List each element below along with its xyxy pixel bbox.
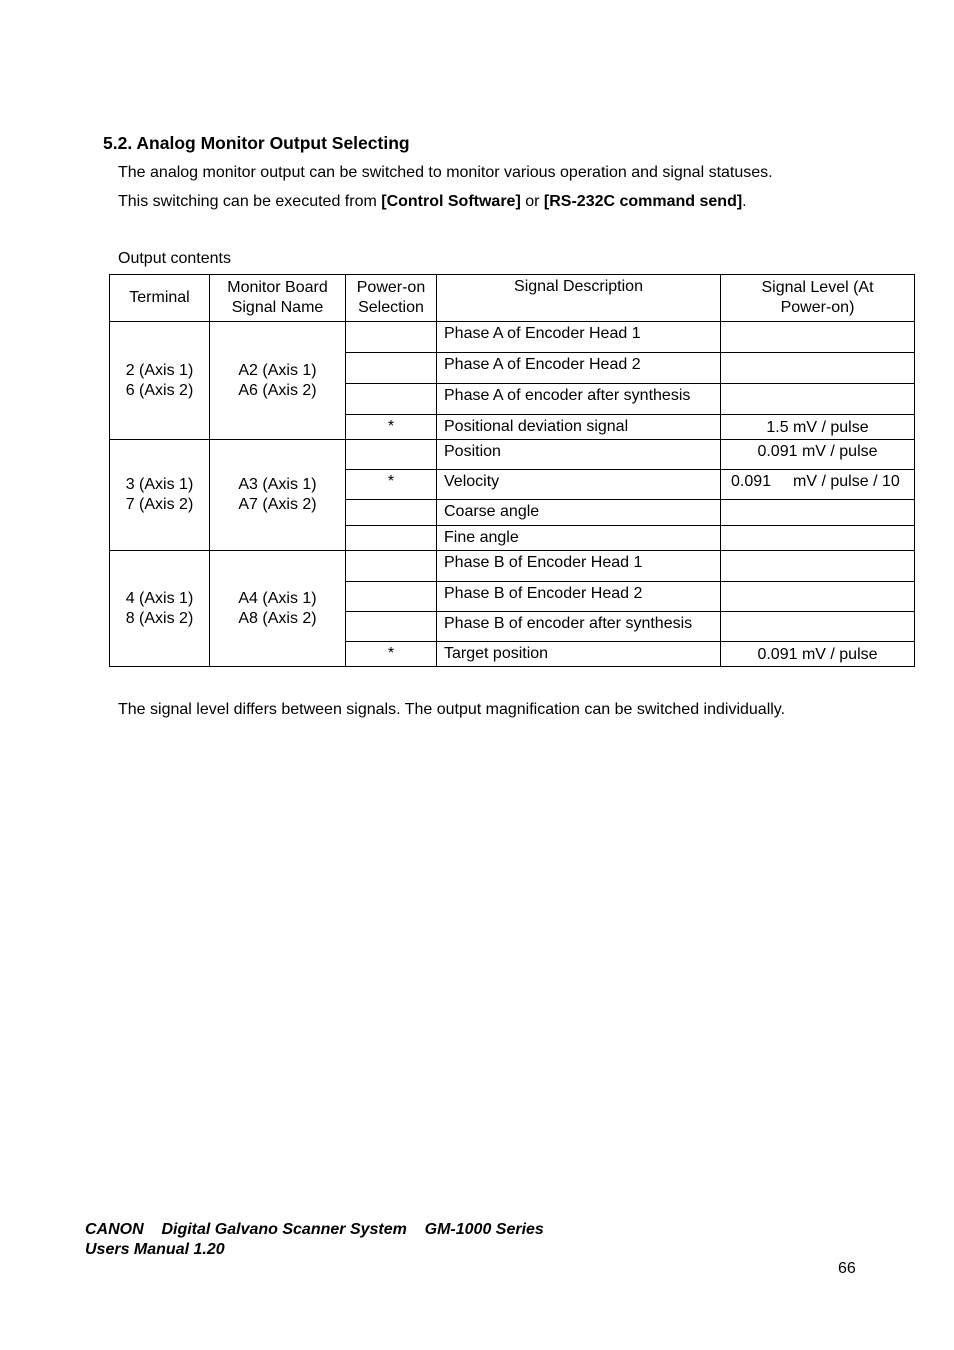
signal-axis1: A2 (Axis 1) <box>238 361 317 379</box>
description-cell: Position <box>437 440 721 470</box>
level-cell <box>721 384 915 415</box>
footer-manual-version: Users Manual 1.20 <box>85 1241 225 1258</box>
header-power-on-selection <box>346 275 437 322</box>
table-row <box>110 551 915 582</box>
selection-cell: * <box>346 415 437 440</box>
terminal-axis1: 4 (Axis 1) <box>125 589 194 607</box>
switching-text-prefix: This switching can be executed from <box>118 193 382 210</box>
header-selection-line1: Power-on <box>356 279 426 296</box>
level-cell <box>721 612 915 642</box>
selection-cell <box>346 384 437 415</box>
signal-axis2: A8 (Axis 2) <box>238 609 317 627</box>
header-signal-name <box>210 275 346 322</box>
signal-axis2: A6 (Axis 2) <box>238 381 317 399</box>
selection-cell: * <box>346 642 437 667</box>
selection-cell: * <box>346 470 437 500</box>
terminal-axis1: 3 (Axis 1) <box>125 476 194 493</box>
header-signal-name-line1: Monitor Board <box>227 279 328 296</box>
signal-level-note: The signal level differs between signals. The output magnification can be switched individually. <box>118 701 786 718</box>
rs232c-command-label: [RS-232C command send] <box>543 193 743 210</box>
signal-axis1: A3 (Axis 1) <box>238 476 317 493</box>
header-signal-name-line2: Signal Name <box>231 299 324 316</box>
description-cell: Phase B of Encoder Head 2 <box>437 582 721 612</box>
level-cell <box>721 322 915 353</box>
description-cell: Phase A of Encoder Head 2 <box>437 353 721 384</box>
header-level-line1: Signal Level (At <box>761 279 874 296</box>
description-cell: Coarse angle <box>437 500 721 526</box>
level-cell: 0.091 mV / pulse <box>721 642 915 667</box>
control-software-label: [Control Software] <box>381 193 521 210</box>
terminal-cell <box>110 551 210 667</box>
level-cell <box>721 582 915 612</box>
signal-axis1: A4 (Axis 1) <box>238 589 317 607</box>
level-cell: 0.091 mV / pulse <box>721 440 915 470</box>
description-cell: Positional deviation signal <box>437 415 721 440</box>
level-cell <box>721 470 915 500</box>
selection-cell <box>346 612 437 642</box>
level-cell <box>721 551 915 582</box>
velocity-level-value: 0.091 <box>731 473 772 490</box>
level-cell <box>721 353 915 384</box>
description-cell: Phase B of encoder after synthesis <box>437 612 721 642</box>
header-terminal: Terminal <box>110 275 210 322</box>
footer-product-line: CANON Digital Galvano Scanner System GM-1000 Series <box>85 1221 544 1238</box>
section-heading: 5.2. Analog Monitor Output Selecting <box>103 133 410 153</box>
selection-cell <box>346 322 437 353</box>
description-cell: Phase B of Encoder Head 1 <box>437 551 721 582</box>
page-footer <box>85 1220 544 1260</box>
level-cell: 1.5 mV / pulse <box>721 415 915 440</box>
terminal-axis2: 7 (Axis 2) <box>125 496 194 513</box>
header-signal-level <box>721 275 915 322</box>
switching-text-middle: or <box>520 193 544 210</box>
selection-cell <box>346 440 437 470</box>
terminal-axis2: 8 (Axis 2) <box>125 609 194 627</box>
table-header-row <box>110 275 915 322</box>
terminal-cell <box>110 440 210 551</box>
terminal-axis2: 6 (Axis 2) <box>125 381 194 399</box>
level-cell <box>721 500 915 526</box>
velocity-level-unit: mV / pulse / 10 <box>793 473 900 490</box>
header-signal-description: Signal Description <box>437 275 721 322</box>
terminal-axis1: 2 (Axis 1) <box>125 361 194 379</box>
switching-text-suffix: . <box>742 193 747 210</box>
table-caption: Output contents <box>118 250 231 267</box>
table-row <box>110 322 915 353</box>
page-number: 66 <box>838 1260 856 1277</box>
output-contents-table <box>109 274 915 667</box>
switching-paragraph <box>118 193 747 211</box>
description-cell: Velocity <box>437 470 721 500</box>
description-cell: Phase A of encoder after synthesis <box>437 384 721 415</box>
signal-name-cell <box>210 440 346 551</box>
selection-cell <box>346 526 437 551</box>
description-cell: Phase A of Encoder Head 1 <box>437 322 721 353</box>
selection-cell <box>346 551 437 582</box>
signal-name-cell <box>210 322 346 440</box>
header-level-line2: Power-on) <box>780 299 855 316</box>
selection-cell <box>346 500 437 526</box>
terminal-cell <box>110 322 210 440</box>
table-row <box>110 440 915 470</box>
description-cell: Fine angle <box>437 526 721 551</box>
signal-axis2: A7 (Axis 2) <box>238 496 317 513</box>
selection-cell <box>346 582 437 612</box>
description-cell: Target position <box>437 642 721 667</box>
intro-paragraph: The analog monitor output can be switched to monitor various operation and signal statuses. <box>118 164 773 181</box>
selection-cell <box>346 353 437 384</box>
signal-name-cell <box>210 551 346 667</box>
header-selection-line2: Selection <box>358 299 424 316</box>
level-cell <box>721 526 915 551</box>
